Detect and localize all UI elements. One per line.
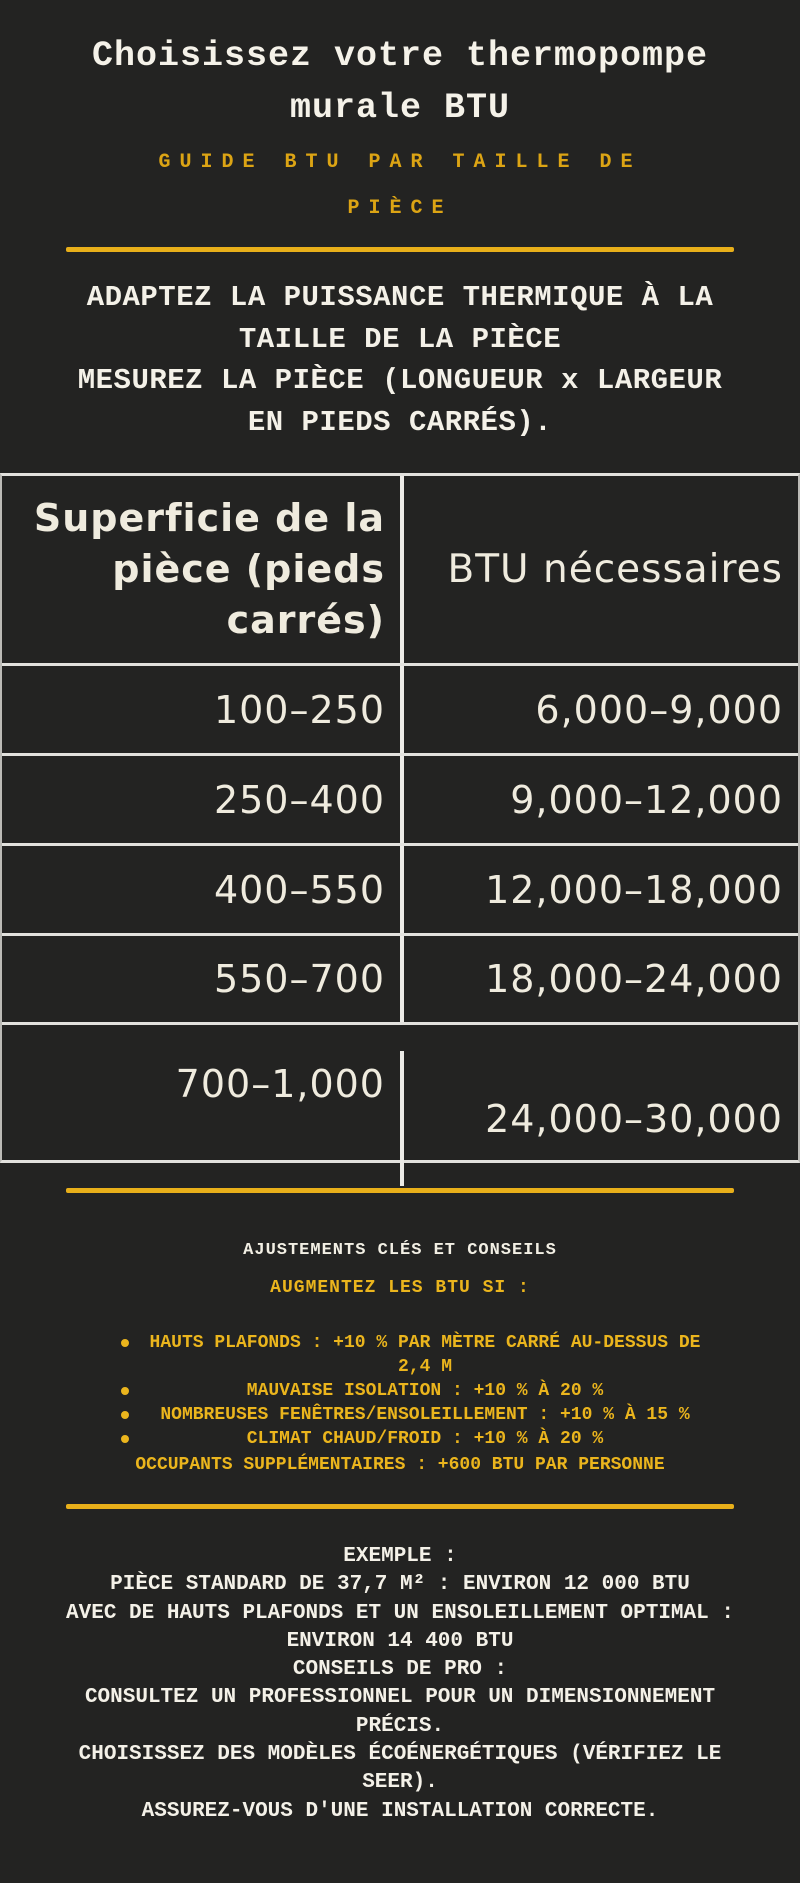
example-line: CHOISISSEZ DES MODÈLES ÉCOÉNERGÉTIQUES (VÉRIFIEZ LE <box>78 1743 722 1767</box>
list-item <box>0 1427 800 1451</box>
area-cell: 700–1,000 <box>175 1061 385 1106</box>
bullet-line: NOMBREUSES FENÊTRES/ENSOLEILLEMENT : +10 % À 15 % <box>160 1405 690 1425</box>
intro-line: EN PIEDS CARRÉS). <box>247 405 553 439</box>
area-cell: 400–550 <box>213 867 385 912</box>
page-title-line1: Choisissez votre thermopompe <box>91 36 709 76</box>
table-row <box>2 753 798 843</box>
table-header-btu: BTU nécessaires <box>400 476 798 663</box>
btu-cell: 24,000–30,000 <box>400 1051 798 1186</box>
example-line: ASSUREZ-VOUS D'UNE INSTALLATION CORRECTE. <box>141 1799 659 1823</box>
example-line: PIÈCE STANDARD DE 37,7 M² : ENVIRON 12 000 BTU <box>110 1573 690 1597</box>
table-header-area-line1: Superficie de la <box>33 496 385 540</box>
example-line: AVEC DE HAUTS PLAFONDS ET UN ENSOLEILLEMENT OPTIMAL : <box>66 1601 734 1625</box>
tips-subheading: AUGMENTEZ LES BTU SI : <box>270 1278 530 1298</box>
page-title <box>0 30 800 134</box>
intro-line: MESUREZ LA PIÈCE (LONGUEUR x LARGEUR <box>77 364 723 397</box>
intro-line: ADAPTEZ LA PUISSANCE THERMIQUE À LA <box>86 281 714 314</box>
area-cell: 550–700 <box>213 957 385 1001</box>
page-subtitle <box>0 140 800 232</box>
tips-footnote: OCCUPANTS SUPPLÉMENTAIRES : +600 BTU PAR PERSONNE <box>135 1455 665 1475</box>
bullet-dot-icon <box>121 1339 129 1347</box>
table-header-area <box>2 476 400 663</box>
bullet-line: HAUTS PLAFONDS : +10 % PAR MÈTRE CARRÉ AU-DESSUS DE <box>149 1333 701 1353</box>
btu-cell: 9,000–12,000 <box>400 756 798 843</box>
table-row <box>2 843 798 933</box>
bullet-dot-icon <box>121 1411 129 1419</box>
table-header-area-line2: pièce (pieds <box>112 547 385 591</box>
intro-paragraph <box>0 277 800 443</box>
area-cell: 100–250 <box>213 687 385 732</box>
bullet-dot-icon <box>121 1387 129 1395</box>
area-cell: 250–400 <box>213 777 385 822</box>
divider-top <box>66 247 734 252</box>
example-line: EXEMPLE : <box>343 1545 457 1568</box>
table-row <box>2 933 798 1022</box>
divider-bottom <box>66 1504 734 1509</box>
bullet-line: CLIMAT CHAUD/FROID : +10 % À 20 % <box>246 1429 604 1449</box>
bullet-line: 2,4 M <box>397 1357 452 1377</box>
table-row <box>2 663 798 753</box>
divider-middle <box>66 1188 734 1193</box>
btu-cell: 18,000–24,000 <box>400 936 798 1022</box>
example-line: SEER). <box>362 1771 438 1795</box>
example-line: CONSEILS DE PRO : <box>292 1658 508 1682</box>
page-subtitle-line2: PIÈCE <box>347 197 453 220</box>
tips-heading: AJUSTEMENTS CLÉS ET CONSEILS <box>243 1241 557 1260</box>
btu-cell: 6,000–9,000 <box>400 666 798 753</box>
example-line: CONSULTEZ UN PROFESSIONNEL POUR UN DIMENSIONNEMENT <box>84 1686 716 1710</box>
table-header-area-line3: carrés) <box>226 598 385 642</box>
bullet-dot-icon <box>121 1435 129 1443</box>
bullet-line: MAUVAISE ISOLATION : +10 % À 20 % <box>246 1381 604 1401</box>
page-subtitle-line1: GUIDE BTU PAR TAILLE DE <box>158 151 642 174</box>
example-line: PRÉCIS. <box>355 1714 445 1738</box>
page-title-line2: murale BTU <box>289 88 511 128</box>
list-item <box>0 1331 800 1379</box>
list-item <box>0 1403 800 1427</box>
tips-bullet-list <box>0 1331 800 1451</box>
list-item <box>0 1379 800 1403</box>
table-row <box>2 1022 798 1160</box>
example-line: ENVIRON 14 400 BTU <box>286 1629 514 1653</box>
btu-cell: 12,000–18,000 <box>400 846 798 933</box>
btu-table <box>0 473 800 1163</box>
table-header-row <box>2 476 798 663</box>
example-paragraph <box>0 1543 800 1826</box>
intro-line: TAILLE DE LA PIÈCE <box>238 322 562 356</box>
